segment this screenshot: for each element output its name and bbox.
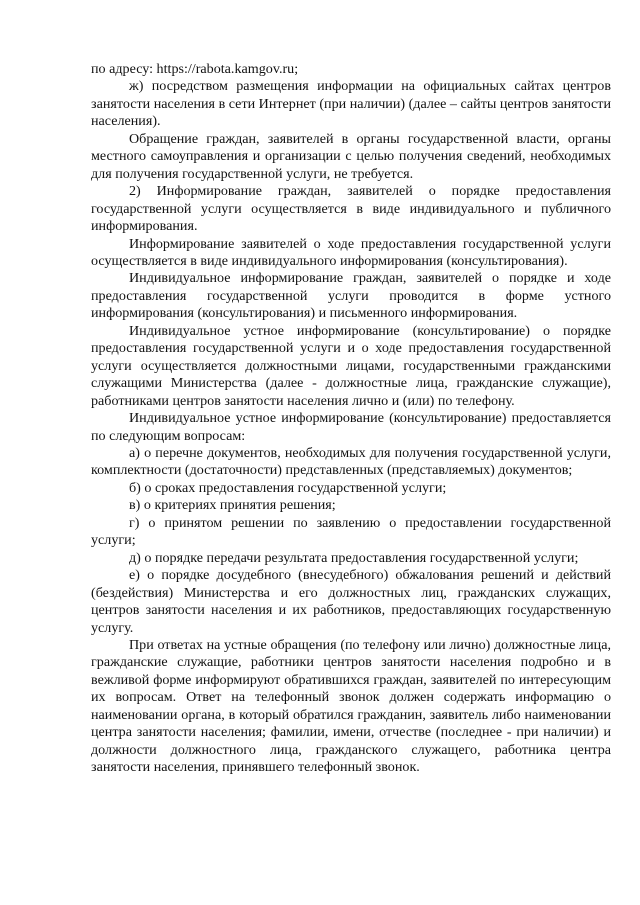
paragraph-appeal: Обращение граждан, заявителей в органы государственной власти, органы местного самоуправления и организации с целью получения сведений, необходимых для получения государственной услуги, не требуется. <box>91 130 611 182</box>
paragraph-address-line: по адресу: https://rabota.kamgov.ru; <box>91 61 299 77</box>
paragraph-section-2: 2) Информирование граждан, заявителей о порядке предоставления государственной услуги осуществляется в виде индивидуального и публичного информирования. <box>91 183 611 235</box>
paragraph-individual-info: Индивидуальное информирование граждан, заявителей о порядке и ходе предоставления государственной услуги проводится в форме устного информирования (консультирования) и письменного информирования. <box>91 270 611 322</box>
document-page <box>91 61 611 777</box>
paragraph-progress-info: Информирование заявителей о ходе предоставления государственной услуги осуществляется в виде индивидуального информирования (консультирования). <box>91 235 611 269</box>
paragraph-item-g: г) о принятом решении по заявлению о предоставлении государственной услуги; <box>91 514 611 549</box>
paragraph-oral-info: Индивидуальное устное информирование (консультирование) о порядке предоставления государственной услуги и о ходе предоставления государственной услуги осуществляется должностными лицами, государственными гражданскими служащими Министерства (далее - должностные лица, гражданские служащие), работниками центров занятости населения лично и (или) по телефону. <box>91 322 611 409</box>
paragraph-item-e: е) о порядке досудебного (внесудебного) обжалования решений и действий (бездействия) Министерства и его должностных лиц, гражданских служащих, центров занятости населения и их работников, предоставляющих государственную услугу. <box>91 567 611 636</box>
paragraph-item-zh: ж) посредством размещения информации на официальных сайтах центров занятости населения в сети Интернет (при наличии) (далее – сайты центров занятости населения). <box>91 78 611 130</box>
paragraph-item-v: в) о критериях принятия решения; <box>129 497 336 514</box>
paragraph-item-b: б) о сроках предоставления государственной услуги; <box>129 479 447 496</box>
paragraph-item-a: а) о перечне документов, необходимых для получения государственной услуги, комплектности (достаточности) представленных (представляемых) документов; <box>91 444 611 479</box>
paragraph-questions-intro: Индивидуальное устное информирование (консультирование) предоставляется по следующим вопросам: <box>91 410 611 444</box>
paragraph-item-d: д) о порядке передачи результата предоставления государственной услуги; <box>129 549 579 566</box>
paragraph-oral-answers: При ответах на устные обращения (по телефону или лично) должностные лица, гражданские служащие, работники центров занятости населения подробно и в вежливой форме информируют обратившихся граждан, заявителей по интересующим их вопросам. Ответ на телефонный звонок должен содержать информацию о наименовании органа, в который обратился гражданин, заявитель либо наименовании центра занятости населения; фамилии, имени, отчестве (последнее - при наличии) и должности должностного лица, гражданского служащего, работника центра занятости населения, принявшего телефонный звонок. <box>91 636 611 776</box>
